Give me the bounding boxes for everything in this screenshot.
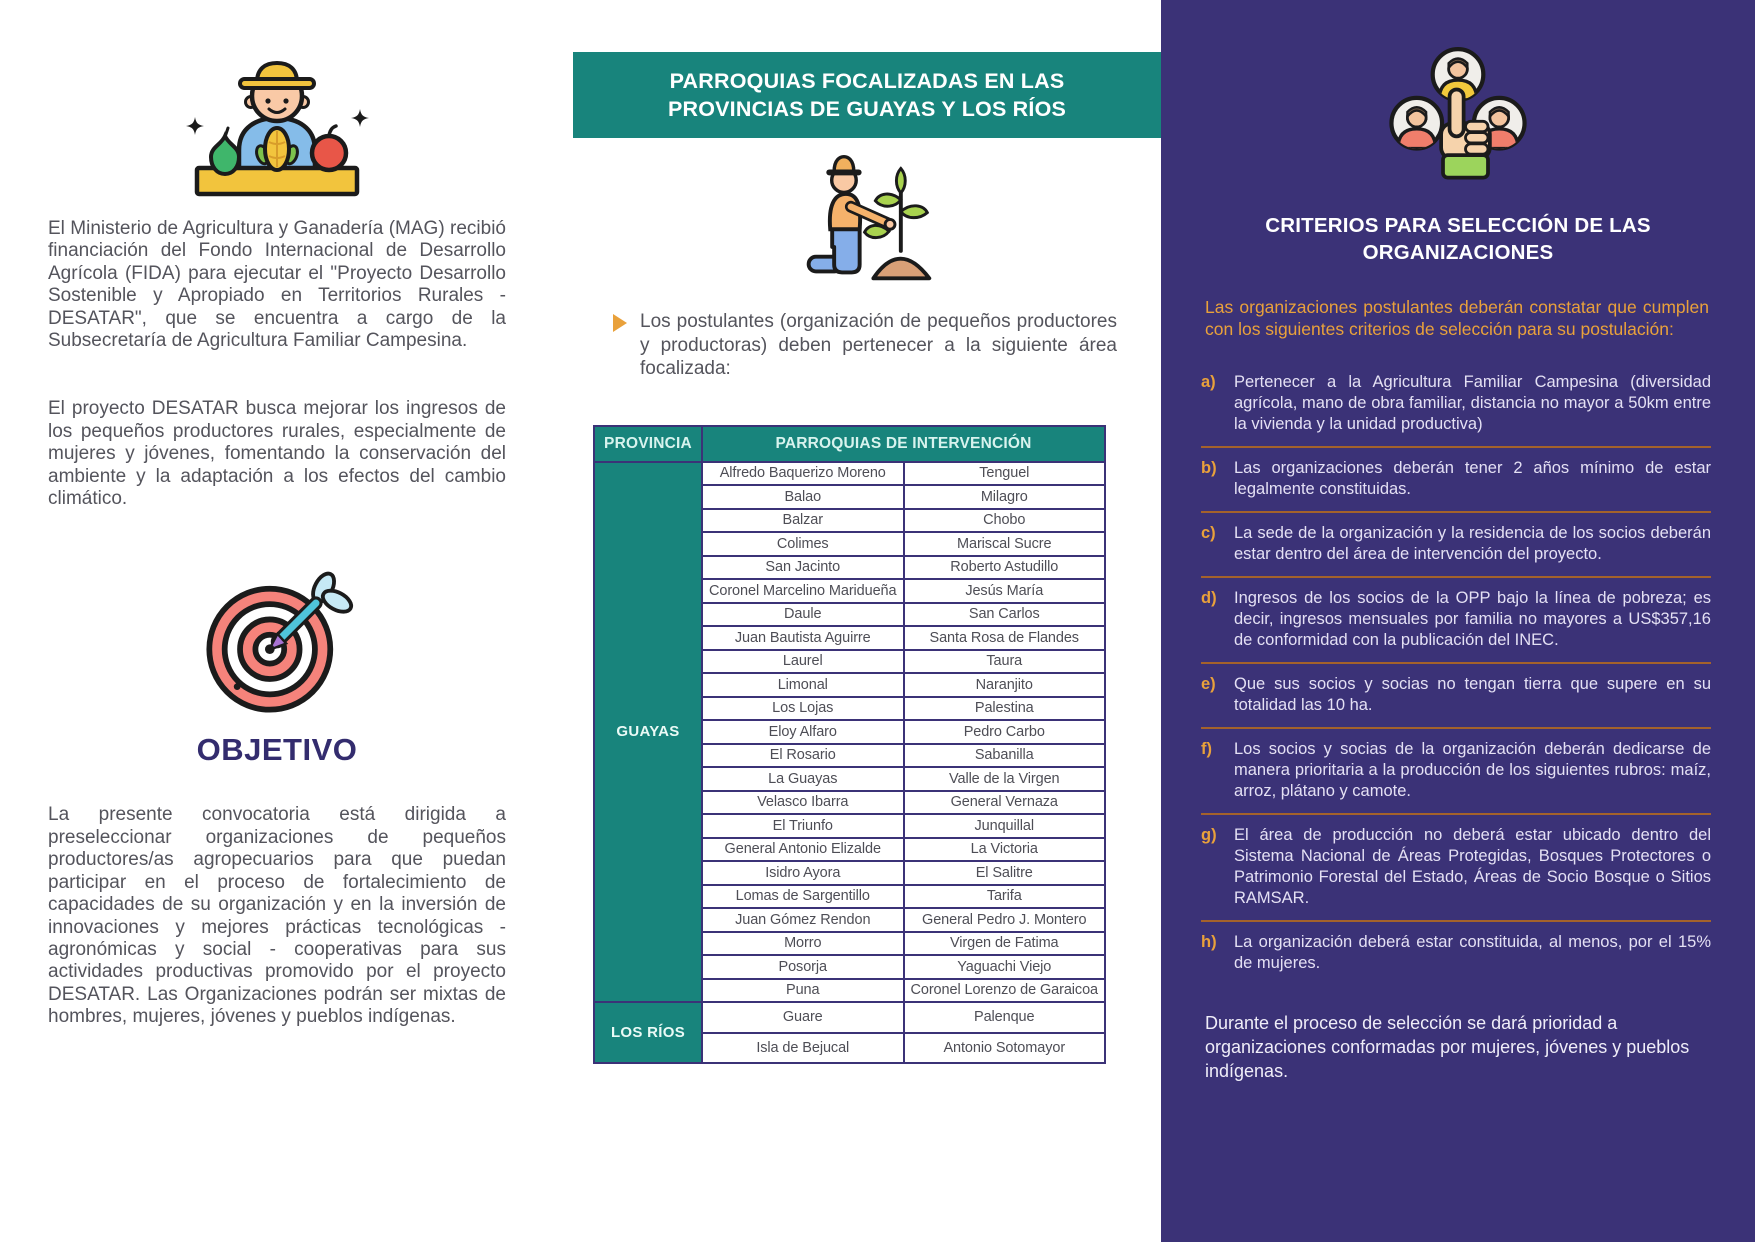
criteria-letter: a) [1201,373,1216,391]
criteria-text: Los socios y socias de la organización deberán dedicarse de manera prioritaria a la producción de los siguientes rubros: maíz, arroz, plátano y camote. [1234,740,1711,800]
farmer-planting-icon [791,150,943,284]
farmer-produce-icon [177,46,377,198]
parroquia-cell: Taura [904,650,1106,674]
criteria-item [1201,674,1711,729]
parroquia-cell: Tarifa [904,885,1106,909]
criteria-text: Que sus socios y socias no tengan tierra que supere en su totalidad las 10 ha. [1234,675,1711,714]
parroquia-cell: Yaguachi Viejo [904,955,1106,979]
parroquia-cell: La Victoria [904,838,1106,862]
parroquia-cell: Coronel Lorenzo de Garaicoa [904,979,1106,1003]
left-column [48,0,506,1029]
parroquia-cell: San Carlos [904,603,1106,627]
parroquia-cell: Puna [702,979,904,1003]
criteria-text: Ingresos de los socios de la OPP bajo la línea de pobreza; es decir, ingresos mensuales por familia no mayores a US$357,16 de conformidad con la publicación del INEC. [1234,589,1711,649]
parroquia-cell: El Rosario [702,744,904,768]
criteria-title: CRITERIOS PARA SELECCIÓN DE LAS ORGANIZACIONES [1265,214,1651,264]
parroquia-cell: Junquillal [904,814,1106,838]
province-cell: GUAYAS [594,462,702,1003]
parroquia-cell: Isidro Ayora [702,861,904,885]
parroquia-cell: Morro [702,932,904,956]
parroquia-cell: Palestina [904,697,1106,721]
parroquia-cell: Tenguel [904,462,1106,486]
parroquia-cell: Roberto Astudillo [904,556,1106,580]
parroquia-cell: El Salitre [904,861,1106,885]
criteria-letter: d) [1201,589,1217,607]
parroquia-cell: Santa Rosa de Flandes [904,626,1106,650]
table-row [594,462,1105,486]
parroquia-cell: Eloy Alfaro [702,720,904,744]
provincia-header: PROVINCIA [594,426,702,462]
criteria-letter: g) [1201,826,1217,844]
criteria-text: La organización deberá estar constituida, al menos, por el 15% de mujeres. [1234,933,1711,972]
parroquia-cell: General Vernaza [904,791,1106,815]
priority-note: Durante el proceso de selección se dará prioridad a organizaciones conformadas por mujeres, jóvenes y pueblos indígenas. [1205,1013,1690,1081]
criteria-item [1201,458,1711,513]
parroquia-cell: La Guayas [702,767,904,791]
project-paragraph: El proyecto DESATAR busca mejorar los ingresos de los pequeños productores rurales, especialmente de mujeres y jóvenes, fomentando la conservación del ambiente y la adaptación a los efectos del cambio climático. [48,398,506,510]
parroquia-cell: Limonal [702,673,904,697]
criteria-text: El área de producción no deberá estar ubicado dentro del Sistema Nacional de Áreas Protegidas, Bosques Protectores o Patrimonio Forestal del Estado, Áreas de Socio Bosque o Sitios RAMSAR. [1234,826,1711,907]
criteria-text: La sede de la organización y la residencia de los socios deberán estar dentro del área de intervención del proyecto. [1234,524,1711,563]
parroquia-cell: Coronel Marcelino Maridueña [702,579,904,603]
parroquia-cell: Valle de la Virgen [904,767,1106,791]
parroquia-cell: Virgen de Fatima [904,932,1106,956]
criteria-list [1201,372,1711,985]
criteria-item [1201,372,1711,448]
parroquia-cell: Balzar [702,509,904,533]
criteria-text: Las organizaciones deberán tener 2 años mínimo de estar legalmente constituidas. [1234,459,1711,498]
intro-paragraph: El Ministerio de Agricultura y Ganadería (MAG) recibió financiación del Fondo Internacional de Desarrollo Agrícola (FIDA) para ejecutar el "Proyecto Desarrollo Sostenible y Apropiado en Territorios Rurales - DESATAR", que se encuentra a cargo de la Subsecretaría de Agricultura Familiar Campesina. [48,218,506,352]
parroquia-cell: General Pedro J. Montero [904,908,1106,932]
criteria-letter: c) [1201,524,1216,542]
criteria-letter: f) [1201,740,1212,758]
right-column [1161,0,1755,1242]
parroquia-cell: Lomas de Sargentillo [702,885,904,909]
criteria-letter: h) [1201,933,1217,951]
criteria-item [1201,825,1711,922]
parroquias-header: PARROQUIAS DE INTERVENCIÓN [702,426,1105,462]
parroquia-cell: Velasco Ibarra [702,791,904,815]
criteria-text: Pertenecer a la Agricultura Familiar Campesina (diversidad agrícola, mano de obra familiar, distancia no mayor a 50km entre la vivienda y la unidad productiva) [1234,373,1711,433]
criteria-letter: b) [1201,459,1217,477]
criteria-item [1201,523,1711,578]
table-row [594,1002,1105,1033]
table-header-row [594,426,1105,462]
focalized-area-bullet [613,310,1117,381]
parroquia-cell: Milagro [904,485,1106,509]
criteria-letter: e) [1201,675,1216,693]
parroquia-cell: Juan Gómez Rendon [702,908,904,932]
parroquias-table [593,425,1106,1065]
target-dart-icon [193,558,361,726]
parroquia-cell: General Antonio Elizalde [702,838,904,862]
parroquia-cell: Juan Bautista Aguirre [702,626,904,650]
parroquia-cell: El Triunfo [702,814,904,838]
parroquia-cell: Isla de Bejucal [702,1033,904,1064]
objetivo-paragraph: La presente convocatoria está dirigida a preseleccionar organizaciones de pequeños productores/as agropecuarios para que puedan participar en el proceso de fortalecimiento de capacidades de su organización y en la inversión de innovaciones y mejores prácticas tecnológicas - agronómicas y social - cooperativas para sus actividades productivas promovido por el proyecto DESATAR. Las Organizaciones podrán ser mixtas de hombres, mujeres, jóvenes y pueblos indígenas. [48,804,506,1028]
province-cell: LOS RÍOS [594,1002,702,1063]
parroquia-cell: San Jacinto [702,556,904,580]
criteria-item [1201,932,1711,985]
parroquia-cell: Naranjito [904,673,1106,697]
parroquia-cell: Mariscal Sucre [904,532,1106,556]
parroquias-table-body [594,462,1105,1064]
parroquia-cell: Los Lojas [702,697,904,721]
parroquia-cell: Colimes [702,532,904,556]
bullet-text: Los postulantes (organización de pequeños productores y productoras) deben pertenecer a la siguiente área focalizada: [640,311,1117,379]
parroquia-cell: Pedro Carbo [904,720,1106,744]
criteria-item [1201,588,1711,664]
middle-column [573,0,1161,1064]
parroquia-cell: Alfredo Baquerizo Moreno [702,462,904,486]
parroquia-cell: Sabanilla [904,744,1106,768]
bullet-arrow-icon [613,314,627,332]
parroquia-cell: Posorja [702,955,904,979]
criteria-item [1201,739,1711,815]
parroquia-cell: Chobo [904,509,1106,533]
parroquia-cell: Jesús María [904,579,1106,603]
people-selection-icon [1383,36,1533,186]
section-header-band: PARROQUIAS FOCALIZADAS EN LAS PROVINCIAS DE GUAYAS Y LOS RÍOS [573,52,1161,138]
parroquia-cell: Palenque [904,1002,1106,1033]
criteria-intro: Las organizaciones postulantes deberán constatar que cumplen con los siguientes criterios de selección para su postulación: [1205,297,1709,339]
parroquia-cell: Balao [702,485,904,509]
parroquia-cell: Guare [702,1002,904,1033]
parroquia-cell: Antonio Sotomayor [904,1033,1106,1064]
objetivo-heading: OBJETIVO [196,732,358,768]
parroquia-cell: Laurel [702,650,904,674]
parroquia-cell: Daule [702,603,904,627]
